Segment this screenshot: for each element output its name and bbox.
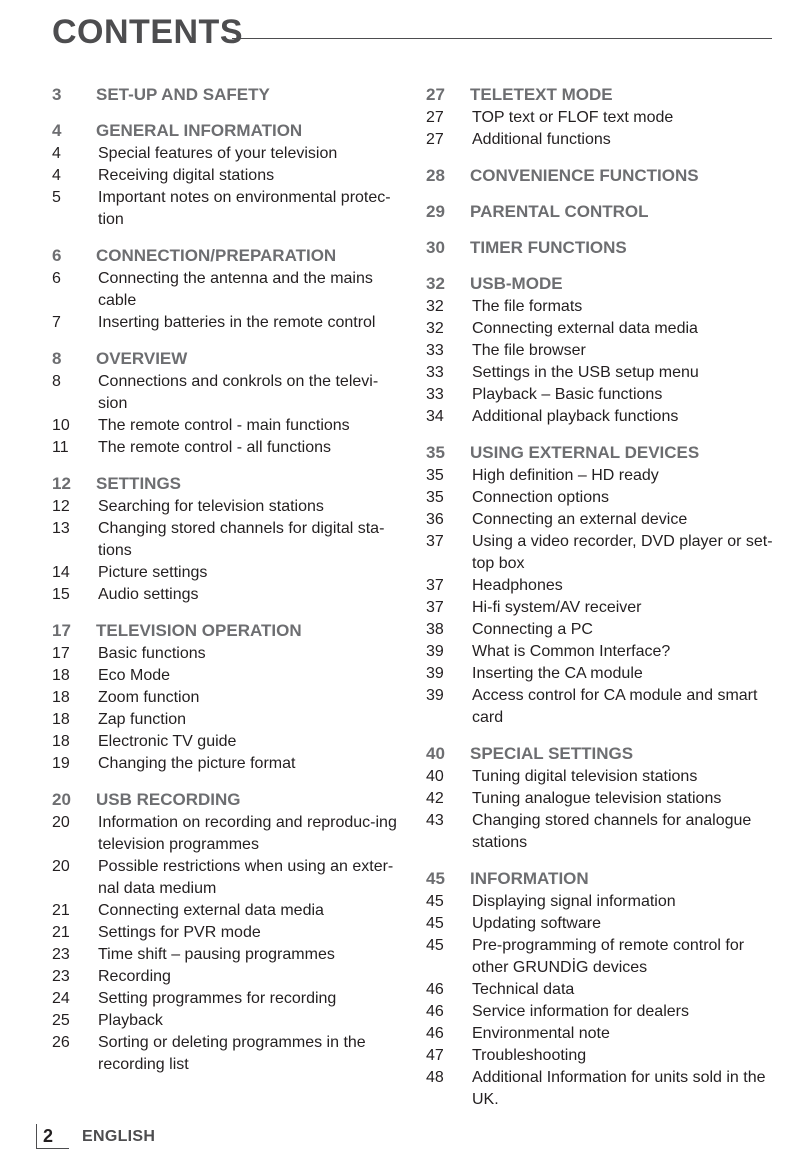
toc-entry — [52, 562, 397, 584]
entry-title: Settings for PVR mode — [98, 924, 261, 941]
entry-title: Connecting a PC — [472, 621, 593, 638]
toc-section — [52, 84, 397, 106]
entry-title: Hi-fi system/AV receiver — [472, 599, 642, 616]
entry-page-number: 13 — [52, 520, 70, 537]
entry-page-number: 45 — [426, 915, 444, 932]
toc-section — [426, 84, 776, 151]
entry-title: Sorting or deleting programmes in the recording list — [98, 1034, 366, 1073]
entry-title: The remote control - main functions — [98, 417, 350, 434]
section-title: SPECIAL SETTINGS — [470, 744, 634, 763]
section-page-number: 17 — [52, 621, 71, 640]
toc-section — [52, 473, 397, 606]
entry-title: Basic functions — [98, 645, 206, 662]
section-page-number: 35 — [426, 443, 445, 462]
toc-entry — [426, 362, 776, 384]
entry-title: Zap function — [98, 711, 187, 728]
entry-title: Connecting an external device — [472, 511, 688, 528]
section-title: PARENTAL CONTROL — [470, 202, 649, 221]
entry-title: Service information for dealers — [472, 1003, 689, 1020]
toc-entry — [426, 1045, 776, 1067]
toc-section — [52, 120, 397, 231]
entry-title: Using a video recorder, DVD player or set-top box — [472, 533, 773, 572]
entry-title: Inserting the CA module — [472, 665, 643, 682]
entry-page-number: 45 — [426, 893, 444, 910]
toc-section — [426, 165, 776, 187]
entry-page-number: 24 — [52, 990, 70, 1007]
entry-title: Connecting external data media — [98, 902, 324, 919]
toc-entry — [52, 900, 397, 922]
toc-entry — [426, 788, 776, 810]
entry-title: Settings in the USB setup menu — [472, 364, 699, 381]
toc-left-column — [52, 84, 397, 1090]
entry-page-number: 21 — [52, 902, 70, 919]
entry-page-number: 37 — [426, 577, 444, 594]
toc-entry — [52, 437, 397, 459]
toc-section — [52, 620, 397, 775]
entry-page-number: 21 — [52, 924, 70, 941]
entry-title: Connection options — [472, 489, 609, 506]
entry-page-number: 34 — [426, 408, 444, 425]
entry-page-number: 5 — [52, 189, 61, 206]
toc-entry — [52, 518, 397, 562]
section-heading — [52, 84, 397, 106]
entry-page-number: 27 — [426, 109, 444, 126]
toc-entry — [52, 922, 397, 944]
entry-title: Changing stored channels for digital sta-tions — [98, 520, 385, 559]
entry-title: Zoom function — [98, 689, 200, 706]
entry-page-number: 46 — [426, 981, 444, 998]
entry-title: What is Common Interface? — [472, 643, 671, 660]
entry-page-number: 8 — [52, 373, 61, 390]
section-heading — [52, 473, 397, 495]
entry-page-number: 11 — [52, 439, 69, 456]
section-title: INFORMATION — [470, 869, 589, 888]
entry-title: Important notes on environmental protec-tion — [98, 189, 391, 228]
toc-entry — [52, 165, 397, 187]
section-title: CONVENIENCE FUNCTIONS — [470, 166, 699, 185]
entry-page-number: 37 — [426, 533, 444, 550]
toc-entry — [52, 709, 397, 731]
entry-page-number: 33 — [426, 342, 444, 359]
section-page-number: 27 — [426, 85, 445, 104]
entry-title: Connecting the antenna and the mains cable — [98, 270, 373, 309]
entry-page-number: 12 — [52, 498, 70, 515]
section-page-number: 45 — [426, 869, 445, 888]
entry-page-number: 17 — [52, 645, 70, 662]
language-label: ENGLISH — [82, 1128, 156, 1145]
entry-title: Pre-programming of remote control for other GRUNDİG devices — [472, 937, 745, 976]
toc-entry — [426, 766, 776, 788]
toc-entry — [426, 979, 776, 1001]
section-page-number: 29 — [426, 202, 445, 221]
section-page-number: 40 — [426, 744, 445, 763]
entry-page-number: 26 — [52, 1034, 70, 1051]
section-heading — [52, 789, 397, 811]
toc-section — [426, 442, 776, 729]
section-title: TIMER FUNCTIONS — [470, 238, 627, 257]
section-heading — [426, 442, 776, 464]
toc-entry — [426, 891, 776, 913]
entry-title: High definition – HD ready — [472, 467, 659, 484]
toc-entry — [52, 643, 397, 665]
entry-page-number: 35 — [426, 467, 444, 484]
entry-title: Picture settings — [98, 564, 208, 581]
entry-title: Receiving digital stations — [98, 167, 275, 184]
entry-page-number: 38 — [426, 621, 444, 638]
section-page-number: 4 — [52, 121, 62, 140]
entry-page-number: 19 — [52, 755, 70, 772]
section-heading — [52, 348, 397, 370]
toc-section — [426, 868, 776, 1111]
toc-entry — [52, 584, 397, 606]
entry-page-number: 18 — [52, 733, 70, 750]
section-title: USING EXTERNAL DEVICES — [470, 443, 700, 462]
entry-title: Playback – Basic functions — [472, 386, 663, 403]
entry-title: Playback — [98, 1012, 163, 1029]
page-number: 2 — [36, 1124, 69, 1149]
section-page-number: 8 — [52, 349, 62, 368]
entry-page-number: 18 — [52, 689, 70, 706]
section-page-number: 12 — [52, 474, 71, 493]
entry-title: Electronic TV guide — [98, 733, 237, 750]
entry-page-number: 39 — [426, 643, 444, 660]
entry-page-number: 37 — [426, 599, 444, 616]
section-title: TELEVISION OPERATION — [96, 621, 302, 640]
toc-section — [426, 201, 776, 223]
toc-entry — [426, 935, 776, 979]
entry-title: Changing the picture format — [98, 755, 296, 772]
section-heading — [426, 868, 776, 890]
entry-page-number: 20 — [52, 814, 70, 831]
section-page-number: 28 — [426, 166, 445, 185]
toc-entry — [426, 384, 776, 406]
entry-title: Troubleshooting — [472, 1047, 587, 1064]
toc-entry — [426, 465, 776, 487]
entry-page-number: 25 — [52, 1012, 70, 1029]
section-heading — [52, 620, 397, 642]
entry-page-number: 4 — [52, 167, 61, 184]
toc-entry — [426, 575, 776, 597]
entry-title: Changing stored channels for analogue stations — [472, 812, 752, 851]
entry-page-number: 39 — [426, 687, 444, 704]
entry-page-number: 40 — [426, 768, 444, 785]
entry-title: Tuning digital television stations — [472, 768, 698, 785]
toc-section — [52, 245, 397, 334]
entry-page-number: 32 — [426, 298, 444, 315]
toc-entry — [52, 1010, 397, 1032]
entry-title: Information on recording and reproduc-ing television programmes — [98, 814, 397, 853]
toc-entry — [426, 641, 776, 663]
entry-page-number: 27 — [426, 131, 444, 148]
entry-page-number: 23 — [52, 946, 70, 963]
entry-title: Eco Mode — [98, 667, 171, 684]
toc-entry — [52, 415, 397, 437]
toc-section — [426, 237, 776, 259]
section-title: OVERVIEW — [96, 349, 188, 368]
entry-title: Audio settings — [98, 586, 199, 603]
toc-entry — [426, 531, 776, 575]
toc-entry — [52, 312, 397, 334]
entry-title: Connecting external data media — [472, 320, 698, 337]
entry-page-number: 46 — [426, 1003, 444, 1020]
entry-title: Connections and conkrols on the televi-sion — [98, 373, 379, 412]
section-page-number: 6 — [52, 246, 62, 265]
toc-section — [426, 743, 776, 854]
toc-entry — [426, 509, 776, 531]
section-page-number: 30 — [426, 238, 445, 257]
entry-title: The file formats — [472, 298, 583, 315]
page-footer — [36, 1124, 236, 1152]
toc-entry — [426, 685, 776, 729]
entry-page-number: 14 — [52, 564, 70, 581]
section-page-number: 32 — [426, 274, 445, 293]
toc-entry — [52, 496, 397, 518]
entry-title: Headphones — [472, 577, 563, 594]
section-title: CONNECTION/PREPARATION — [96, 246, 337, 265]
entry-title: Setting programmes for recording — [98, 990, 337, 1007]
toc-entry — [426, 619, 776, 641]
entry-title: Additional Information for units sold in the UK. — [472, 1069, 766, 1108]
section-heading — [426, 84, 776, 106]
toc-entry — [52, 371, 397, 415]
toc-entry — [52, 944, 397, 966]
section-heading — [426, 273, 776, 295]
section-title: USB-MODE — [470, 274, 563, 293]
entry-page-number: 18 — [52, 667, 70, 684]
toc-entry — [426, 1023, 776, 1045]
toc-entry — [52, 187, 397, 231]
toc-entry — [426, 597, 776, 619]
entry-page-number: 48 — [426, 1069, 444, 1086]
entry-title: Displaying signal information — [472, 893, 676, 910]
section-title: GENERAL INFORMATION — [96, 121, 303, 140]
toc-entry — [426, 296, 776, 318]
entry-title: TOP text or FLOF text mode — [472, 109, 674, 126]
toc-entry — [426, 1067, 776, 1111]
toc-entry — [52, 856, 397, 900]
section-title: TELETEXT MODE — [470, 85, 613, 104]
section-title: SET-UP AND SAFETY — [96, 85, 270, 104]
entry-title: Access control for CA module and smart card — [472, 687, 758, 726]
section-heading — [52, 120, 397, 142]
toc-entry — [52, 143, 397, 165]
toc-entry — [426, 340, 776, 362]
section-title: SETTINGS — [96, 474, 182, 493]
entry-page-number: 33 — [426, 364, 444, 381]
toc-entry — [52, 812, 397, 856]
entry-title: Tuning analogue television stations — [472, 790, 722, 807]
section-page-number: 20 — [52, 790, 71, 809]
entry-title: Technical data — [472, 981, 575, 998]
entry-page-number: 10 — [52, 417, 70, 434]
toc-entry — [426, 810, 776, 854]
entry-page-number: 43 — [426, 812, 444, 829]
entry-page-number: 20 — [52, 858, 70, 875]
toc-entry — [426, 487, 776, 509]
toc-entry — [426, 129, 776, 151]
toc-entry — [52, 1032, 397, 1076]
section-page-number: 3 — [52, 85, 62, 104]
entry-title: Updating software — [472, 915, 601, 932]
toc-entry — [52, 731, 397, 753]
toc-entry — [426, 913, 776, 935]
entry-page-number: 33 — [426, 386, 444, 403]
toc-entry — [426, 1001, 776, 1023]
toc-entry — [426, 318, 776, 340]
entry-page-number: 15 — [52, 586, 70, 603]
toc-section — [52, 348, 397, 459]
entry-title: Inserting batteries in the remote control — [98, 314, 376, 331]
entry-page-number: 46 — [426, 1025, 444, 1042]
entry-page-number: 32 — [426, 320, 444, 337]
section-heading — [426, 237, 776, 259]
section-title: USB RECORDING — [96, 790, 241, 809]
entry-title: Environmental note — [472, 1025, 610, 1042]
entry-title: Additional playback functions — [472, 408, 679, 425]
entry-title: Time shift – pausing programmes — [98, 946, 335, 963]
section-heading — [426, 165, 776, 187]
entry-page-number: 4 — [52, 145, 61, 162]
page-header — [52, 12, 772, 52]
toc-entry — [52, 268, 397, 312]
entry-title: Possible restrictions when using an exter-nal data medium — [98, 858, 394, 897]
entry-page-number: 47 — [426, 1047, 444, 1064]
toc-entry — [52, 988, 397, 1010]
toc-right-column — [426, 84, 776, 1125]
entry-title: Recording — [98, 968, 171, 985]
entry-title: Searching for television stations — [98, 498, 324, 515]
toc-entry — [52, 687, 397, 709]
toc-entry — [426, 406, 776, 428]
title-rule — [232, 38, 772, 39]
section-heading — [426, 743, 776, 765]
entry-page-number: 36 — [426, 511, 444, 528]
entry-page-number: 7 — [52, 314, 61, 331]
entry-page-number: 39 — [426, 665, 444, 682]
section-heading — [426, 201, 776, 223]
entry-title: The file browser — [472, 342, 586, 359]
toc-entry — [426, 663, 776, 685]
entry-page-number: 35 — [426, 489, 444, 506]
toc-section — [426, 273, 776, 428]
toc-entry — [52, 665, 397, 687]
entry-title: Special features of your television — [98, 145, 338, 162]
toc-entry — [426, 107, 776, 129]
entry-page-number: 18 — [52, 711, 70, 728]
section-heading — [52, 245, 397, 267]
page-title: CONTENTS — [52, 13, 243, 51]
entry-title: The remote control - all functions — [98, 439, 331, 456]
toc-section — [52, 789, 397, 1076]
entry-page-number: 45 — [426, 937, 444, 954]
toc-entry — [52, 753, 397, 775]
toc-entry — [52, 966, 397, 988]
entry-title: Additional functions — [472, 131, 611, 148]
entry-page-number: 6 — [52, 270, 61, 287]
entry-page-number: 42 — [426, 790, 444, 807]
entry-page-number: 23 — [52, 968, 70, 985]
